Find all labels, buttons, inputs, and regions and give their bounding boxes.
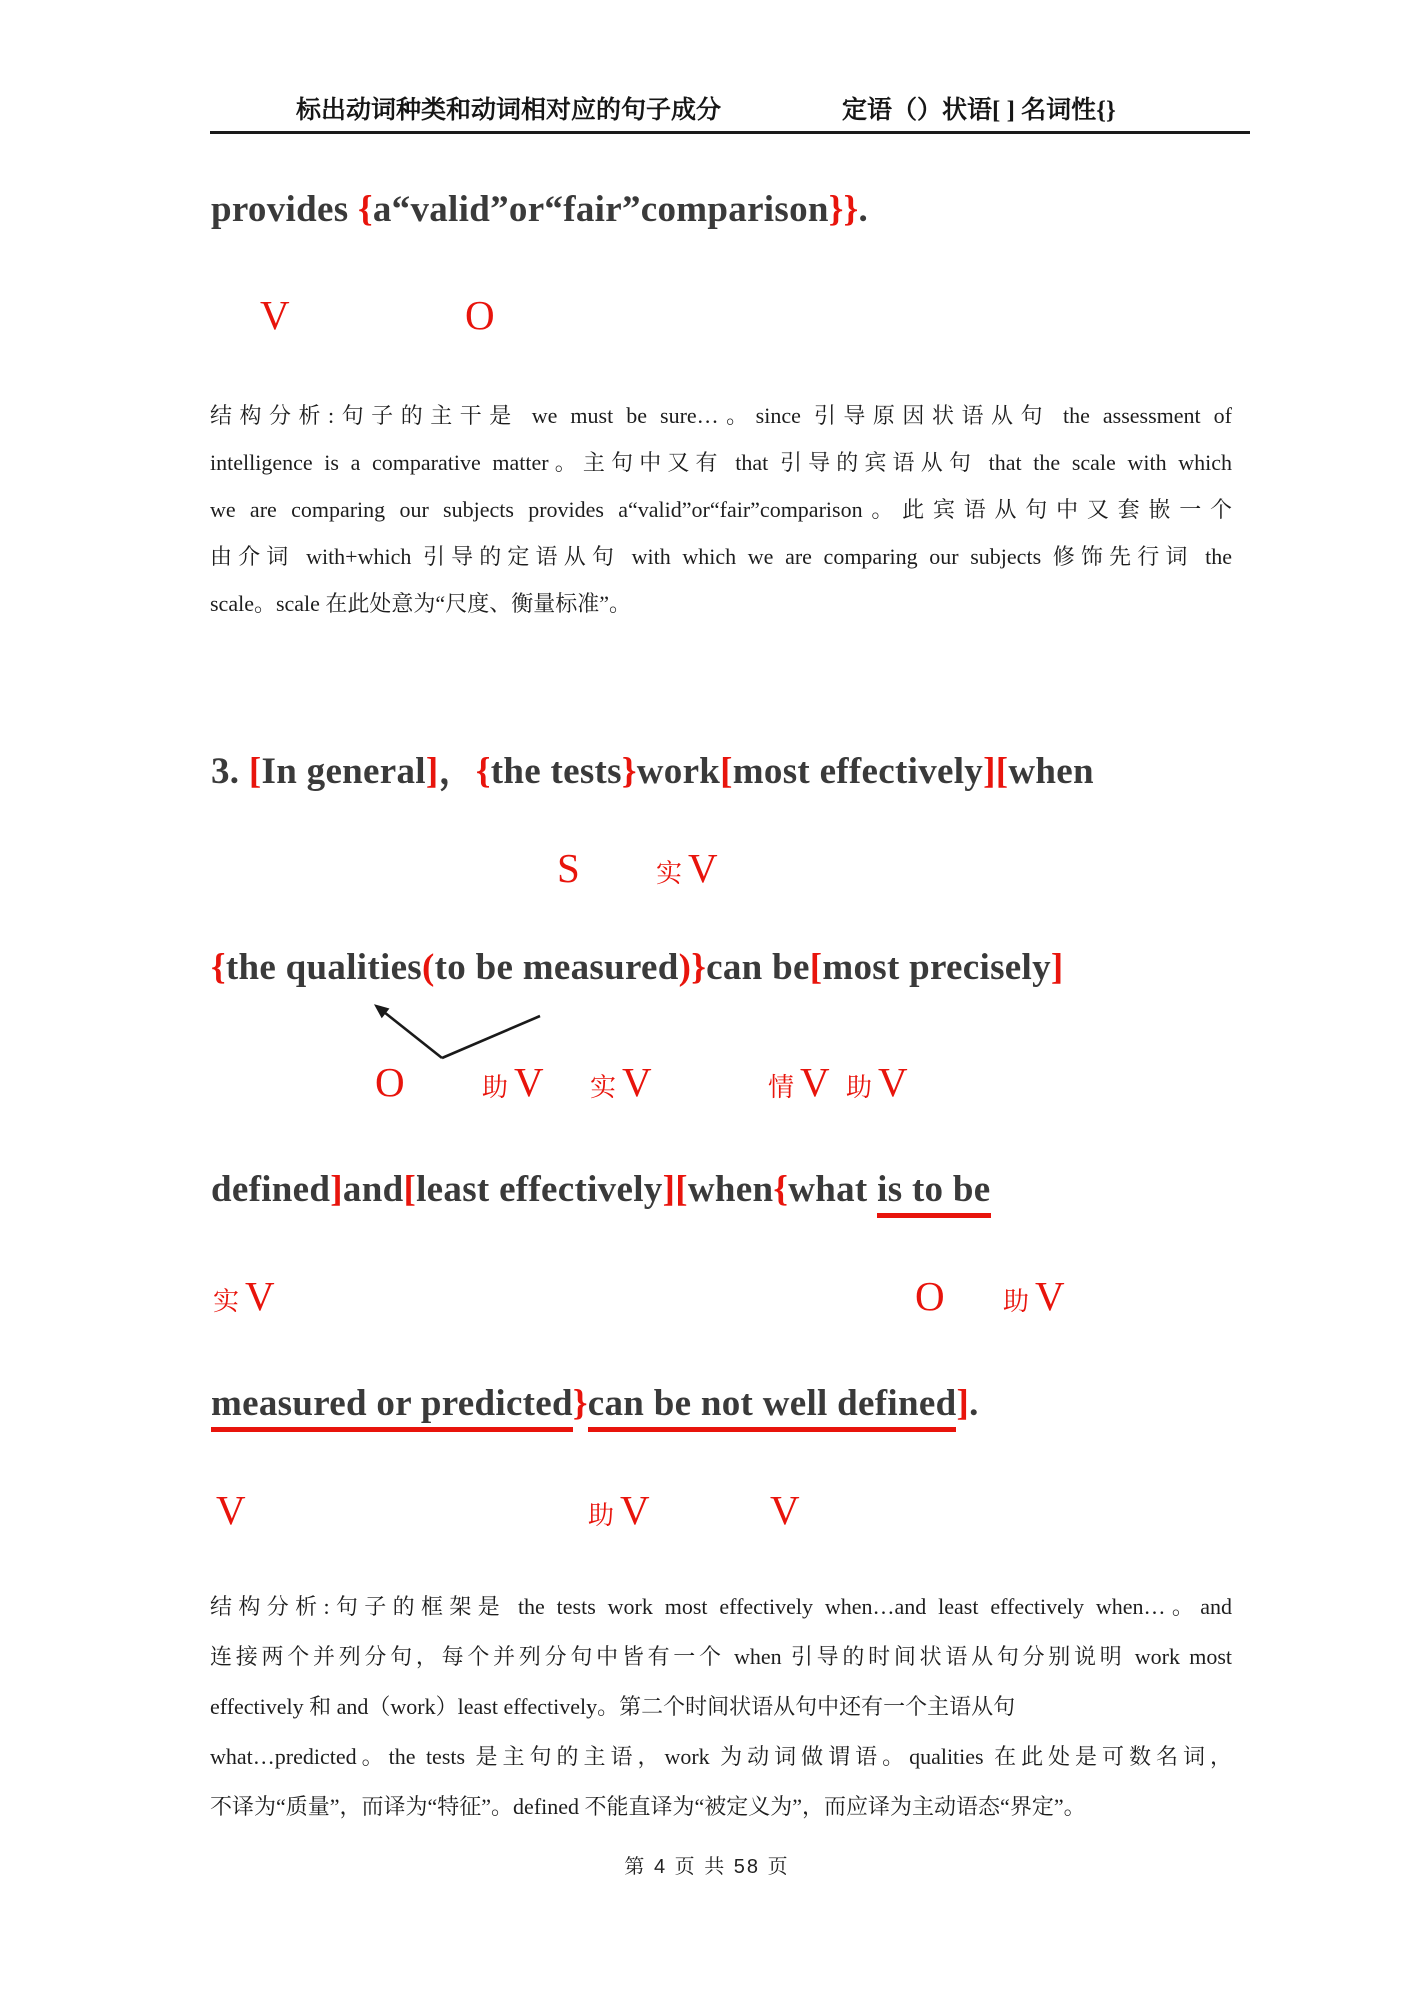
close-paren-brace: )} [678, 947, 707, 988]
verb-label: V [514, 1059, 544, 1105]
underlined-text: measured or predicted [211, 1383, 573, 1432]
modal-verb-label: 情 [768, 1073, 795, 1102]
analysis-line: 连接两个并列分句，每个并列分句中皆有一个 when 引导的时间状语从句分别说明 work most [210, 1644, 1232, 1669]
annotation-row-s [0, 845, 1414, 900]
verb-label: V [770, 1487, 800, 1533]
close-bracket: ] [956, 1383, 970, 1424]
arrow-line-right [442, 1016, 540, 1058]
close-bracket: ] [1050, 947, 1064, 988]
verb-label: V [688, 845, 718, 891]
verb-label: V [620, 1487, 650, 1533]
header-rule [210, 131, 1250, 134]
open-bracket: [ [720, 751, 733, 792]
verb-label: V [622, 1059, 652, 1105]
sentence-provides-line: provides {a“valid”or“fair”comparison}}. [211, 189, 869, 230]
underlined-text: is to be [877, 1169, 990, 1218]
analysis-line: what…predicted。the tests 是主句的主语，work 为动词做谓语。qualities 在此处是可数名词， [210, 1744, 1232, 1769]
notional-verb-label: 实 [590, 1073, 617, 1102]
subject-label: S [557, 845, 580, 891]
verb-label: V [1035, 1273, 1065, 1319]
notional-verb-label: 实 [656, 859, 683, 888]
open-brace: { [773, 1169, 789, 1210]
annotation-row-v3 [0, 1487, 1414, 1542]
object-label: O [915, 1273, 945, 1319]
annotation-row-vo [0, 292, 1414, 347]
annotation-row-sv2 [0, 1273, 1414, 1328]
auxiliary-verb-label: 助 [1003, 1287, 1030, 1316]
close-brace: } [621, 751, 637, 792]
analysis-line: effectively 和 and（work）least effectively。第二个时间状语从句中还有一个主语从句 [210, 1694, 1016, 1719]
object-label: O [375, 1059, 405, 1105]
auxiliary-verb-label: 助 [846, 1073, 873, 1102]
annotation-row-object-verbs [0, 1059, 1414, 1114]
page-number-footer: 第 4 页 共 58 页 [624, 1856, 790, 1878]
close-bracket: ] [330, 1169, 343, 1210]
arrow-line-left [384, 1012, 442, 1058]
analysis-line: 不译为“质量”，而译为“特征”。defined 不能直译为“被定义为”，而应译为主动语态“界定”。 [210, 1794, 1086, 1819]
object-label: O [465, 292, 495, 338]
verb-label: V [800, 1059, 830, 1105]
auxiliary-verb-label: 助 [588, 1501, 615, 1530]
sentence3-line3: defined]and[least effectively][when{what is to be [211, 1168, 991, 1211]
header-right-legend: 定语（）状语[ ] 名词性{} [842, 97, 1116, 124]
open-brace: { [357, 189, 373, 230]
close-bracket: ] [425, 751, 439, 792]
analysis-line: we are comparing our subjects provides a“valid”or“fair”comparison。此宾语从句中又套嵌一个 [210, 497, 1232, 522]
open-brace: { [475, 751, 491, 792]
close-brace: } [572, 1383, 588, 1424]
verb-label: V [878, 1059, 908, 1105]
sentence3-line1: 3. [In general]，{the tests}work[most effectively][when [211, 751, 1094, 792]
notional-verb-label: 实 [213, 1287, 240, 1316]
analysis-line: scale。scale 在此处意为“尺度、衡量标准”。 [210, 591, 631, 616]
header-left-title: 标出动词种类和动词相对应的句子成分 [296, 97, 722, 124]
auxiliary-verb-label: 助 [482, 1073, 509, 1102]
analysis-line: 由介词 with+which 引导的定语从句 with which we are comparing our subjects 修饰先行词 the [210, 544, 1232, 569]
sentence3-line2: {the qualities(to be measured)}can be[most precisely] [211, 947, 1064, 988]
brackets: ][ [983, 751, 1009, 792]
structure-analysis-3 [210, 1582, 1232, 1832]
underlined-text: can be not well defined [588, 1383, 957, 1432]
analysis-line: 结构分析:句子的框架是 the tests work most effectively when…and least effectively when…。and [210, 1594, 1232, 1619]
close-braces: }} [828, 189, 859, 230]
open-bracket: [ [809, 947, 823, 988]
open-bracket: [ [403, 1169, 417, 1210]
analysis-line: 结构分析:句子的主干是 we must be sure…。since 引导原因状语从句 the assessment of [210, 403, 1232, 428]
structure-analysis-1 [210, 392, 1232, 627]
sentence3-line4: measured or predicted}can be not well defined]. [211, 1382, 979, 1425]
brackets: ][ [662, 1169, 688, 1210]
open-paren: ( [422, 947, 435, 988]
verb-label: V [216, 1487, 246, 1533]
open-brace: { [211, 947, 226, 988]
open-bracket: [ [248, 751, 262, 792]
verb-label: V [245, 1273, 275, 1319]
analysis-line: intelligence is a comparative matter。主句中又有 that 引导的宾语从句 that the scale with which [210, 450, 1232, 475]
verb-label: V [260, 292, 290, 338]
